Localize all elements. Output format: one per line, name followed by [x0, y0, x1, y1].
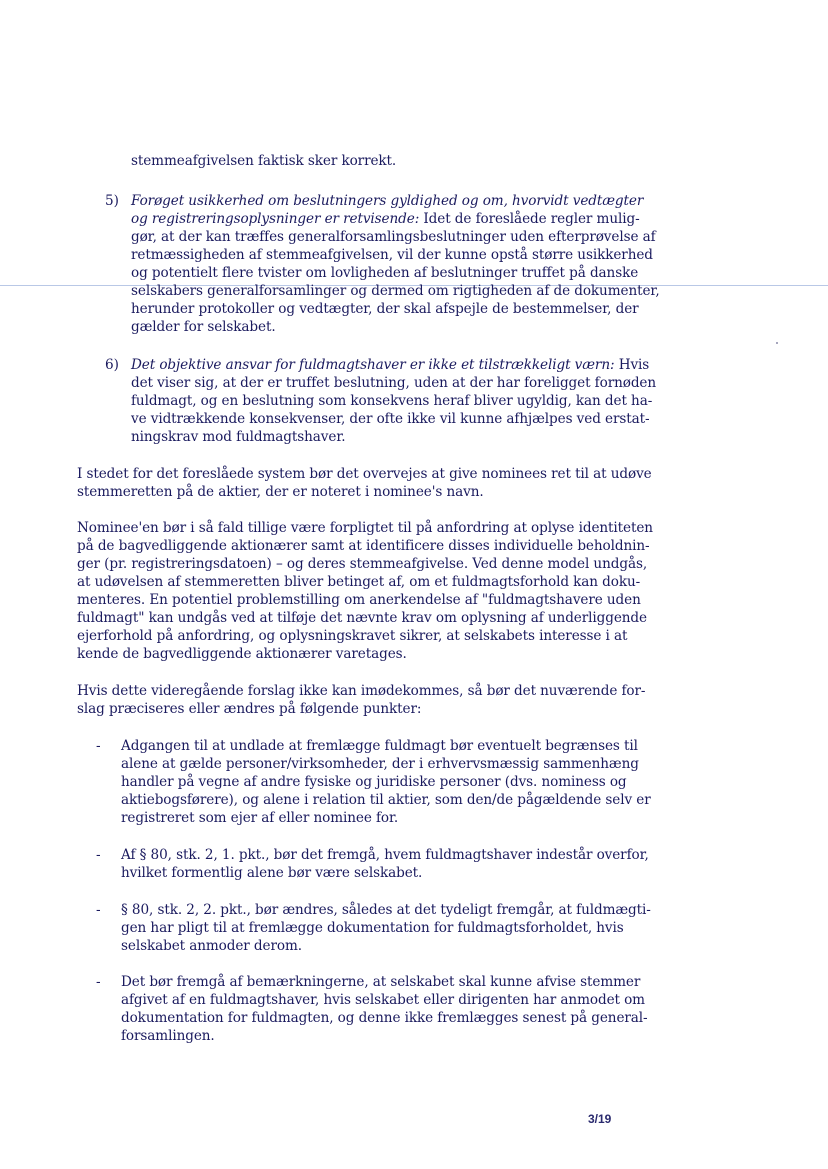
bullet-marker: -	[96, 974, 101, 990]
bullet-line: registreret som ejer af eller nominee for.	[121, 810, 399, 826]
bullet-line: Adgangen til at undlade at fremlægge fuldmagt bør eventuelt begrænses til	[121, 738, 638, 754]
item-line: det viser sig, at der er truffet beslutning, uden at der har foreligget fornøden	[131, 375, 657, 391]
bullet-line: Det bør fremgå af bemærkningerne, at selskabet skal kunne afvise stemmer	[121, 974, 641, 990]
paragraph-line: slag præciseres eller ændres på følgende punkter:	[77, 701, 422, 717]
bullet-line: gen har pligt til at fremlægge dokumentation for fuldmagtsforholdet, hvis	[121, 920, 624, 936]
paragraph-line: kende de bagvedliggende aktionærer varetages.	[77, 646, 407, 662]
item-heading-line: Forøget usikkerhed om beslutningers gyldighed og om, hvorvidt vedtægter	[131, 193, 644, 209]
scan-artifact-dot	[776, 342, 778, 344]
item-number: 6)	[105, 357, 119, 373]
paragraph-line: ger (pr. registreringsdatoen) – og deres stemmeafgivelse. Ved denne model undgås,	[77, 556, 648, 572]
bullet-line: Af § 80, stk. 2, 1. pkt., bør det fremgå, hvem fuldmagtshaver indestår overfor,	[121, 847, 649, 863]
bullet-marker: -	[96, 902, 101, 918]
item-line: retmæssigheden af stemmeafgivelsen, vil der kunne opstå større usikkerhed	[131, 247, 653, 263]
paragraph-line: at udøvelsen af stemmeretten bliver betinget af, om et fuldmagtsforhold kan doku-	[77, 574, 641, 590]
item-line: og registreringsoplysninger er retvisende: Idet de foreslåede regler mulig-	[131, 211, 640, 227]
page-number: 3/19	[588, 1112, 612, 1126]
bullet-marker: -	[96, 847, 101, 863]
bullet-line: alene at gælde personer/virksomheder, der i erhvervsmæssig sammenhæng	[121, 756, 639, 772]
bullet-line: hvilket formentlig alene bør være selskabet.	[121, 865, 423, 881]
paragraph-line: stemmeretten på de aktier, der er noteret i nominee's navn.	[77, 484, 484, 500]
item-heading-line: Det objektive ansvar for fuldmagtshaver er ikke et tilstrækkeligt værn: Hvis	[131, 357, 650, 373]
item-line: og potentielt flere tvister om lovligheden af beslutninger truffet på danske	[131, 265, 639, 281]
bullet-line: forsamlingen.	[121, 1028, 215, 1044]
bullet-line: dokumentation for fuldmagten, og denne ikke fremlægges senest på general-	[121, 1010, 648, 1026]
paragraph-line: på de bagvedliggende aktionærer samt at identificere disses individuelle beholdnin-	[77, 538, 650, 554]
bullet-line: handler på vegne af andre fysiske og juridiske personer (dvs. nominess og	[121, 774, 627, 790]
paragraph-line: menteres. En potentiel problemstilling om anerkendelse af "fuldmagtshavere uden	[77, 592, 641, 608]
bullet-line: selskabet anmoder derom.	[121, 938, 302, 954]
paragraph-line: Nominee'en bør i så fald tillige være forpligtet til på anfordring at oplyse identiteten	[77, 520, 653, 536]
item-line: gør, at der kan træffes generalforsamlingsbeslutninger uden efterprøvelse af	[131, 229, 656, 245]
item-line: herunder protokoller og vedtægter, der skal afspejle de bestemmelser, der	[131, 301, 639, 317]
intro-line: stemmeafgivelsen faktisk sker korrekt.	[131, 153, 397, 169]
item-line: ningskrav mod fuldmagtshaver.	[131, 429, 346, 445]
item-number: 5)	[105, 193, 119, 209]
item-line: gælder for selskabet.	[131, 319, 276, 335]
bullet-marker: -	[96, 738, 101, 754]
item-line: fuldmagt, og en beslutning som konsekvens heraf bliver ugyldig, kan det ha-	[131, 393, 653, 409]
paragraph-line: ejerforhold på anfordring, og oplysningskravet sikrer, at selskabets interesse i at	[77, 628, 628, 644]
paragraph-line: Hvis dette videregående forslag ikke kan imødekommes, så bør det nuværende for-	[77, 683, 646, 699]
bullet-line: afgivet af en fuldmagtshaver, hvis selskabet eller dirigenten har anmodet om	[121, 992, 645, 1008]
paragraph-line: fuldmagt" kan undgås ved at tilføje det nævnte krav om oplysning af underliggende	[77, 610, 647, 626]
bullet-line: aktiebogsførere), og alene i relation til aktier, som den/de pågældende selv er	[121, 792, 651, 808]
bullet-line: § 80, stk. 2, 2. pkt., bør ændres, således at det tydeligt fremgår, at fuldmægti-	[121, 902, 651, 918]
item-line: selskabers generalforsamlinger og dermed om rigtigheden af de dokumenter,	[131, 283, 660, 299]
item-line: ve vidtrækkende konsekvenser, der ofte ikke vil kunne afhjælpes ved erstat-	[131, 411, 650, 427]
paragraph-line: I stedet for det foreslåede system bør det overvejes at give nominees ret til at udøve	[77, 466, 652, 482]
